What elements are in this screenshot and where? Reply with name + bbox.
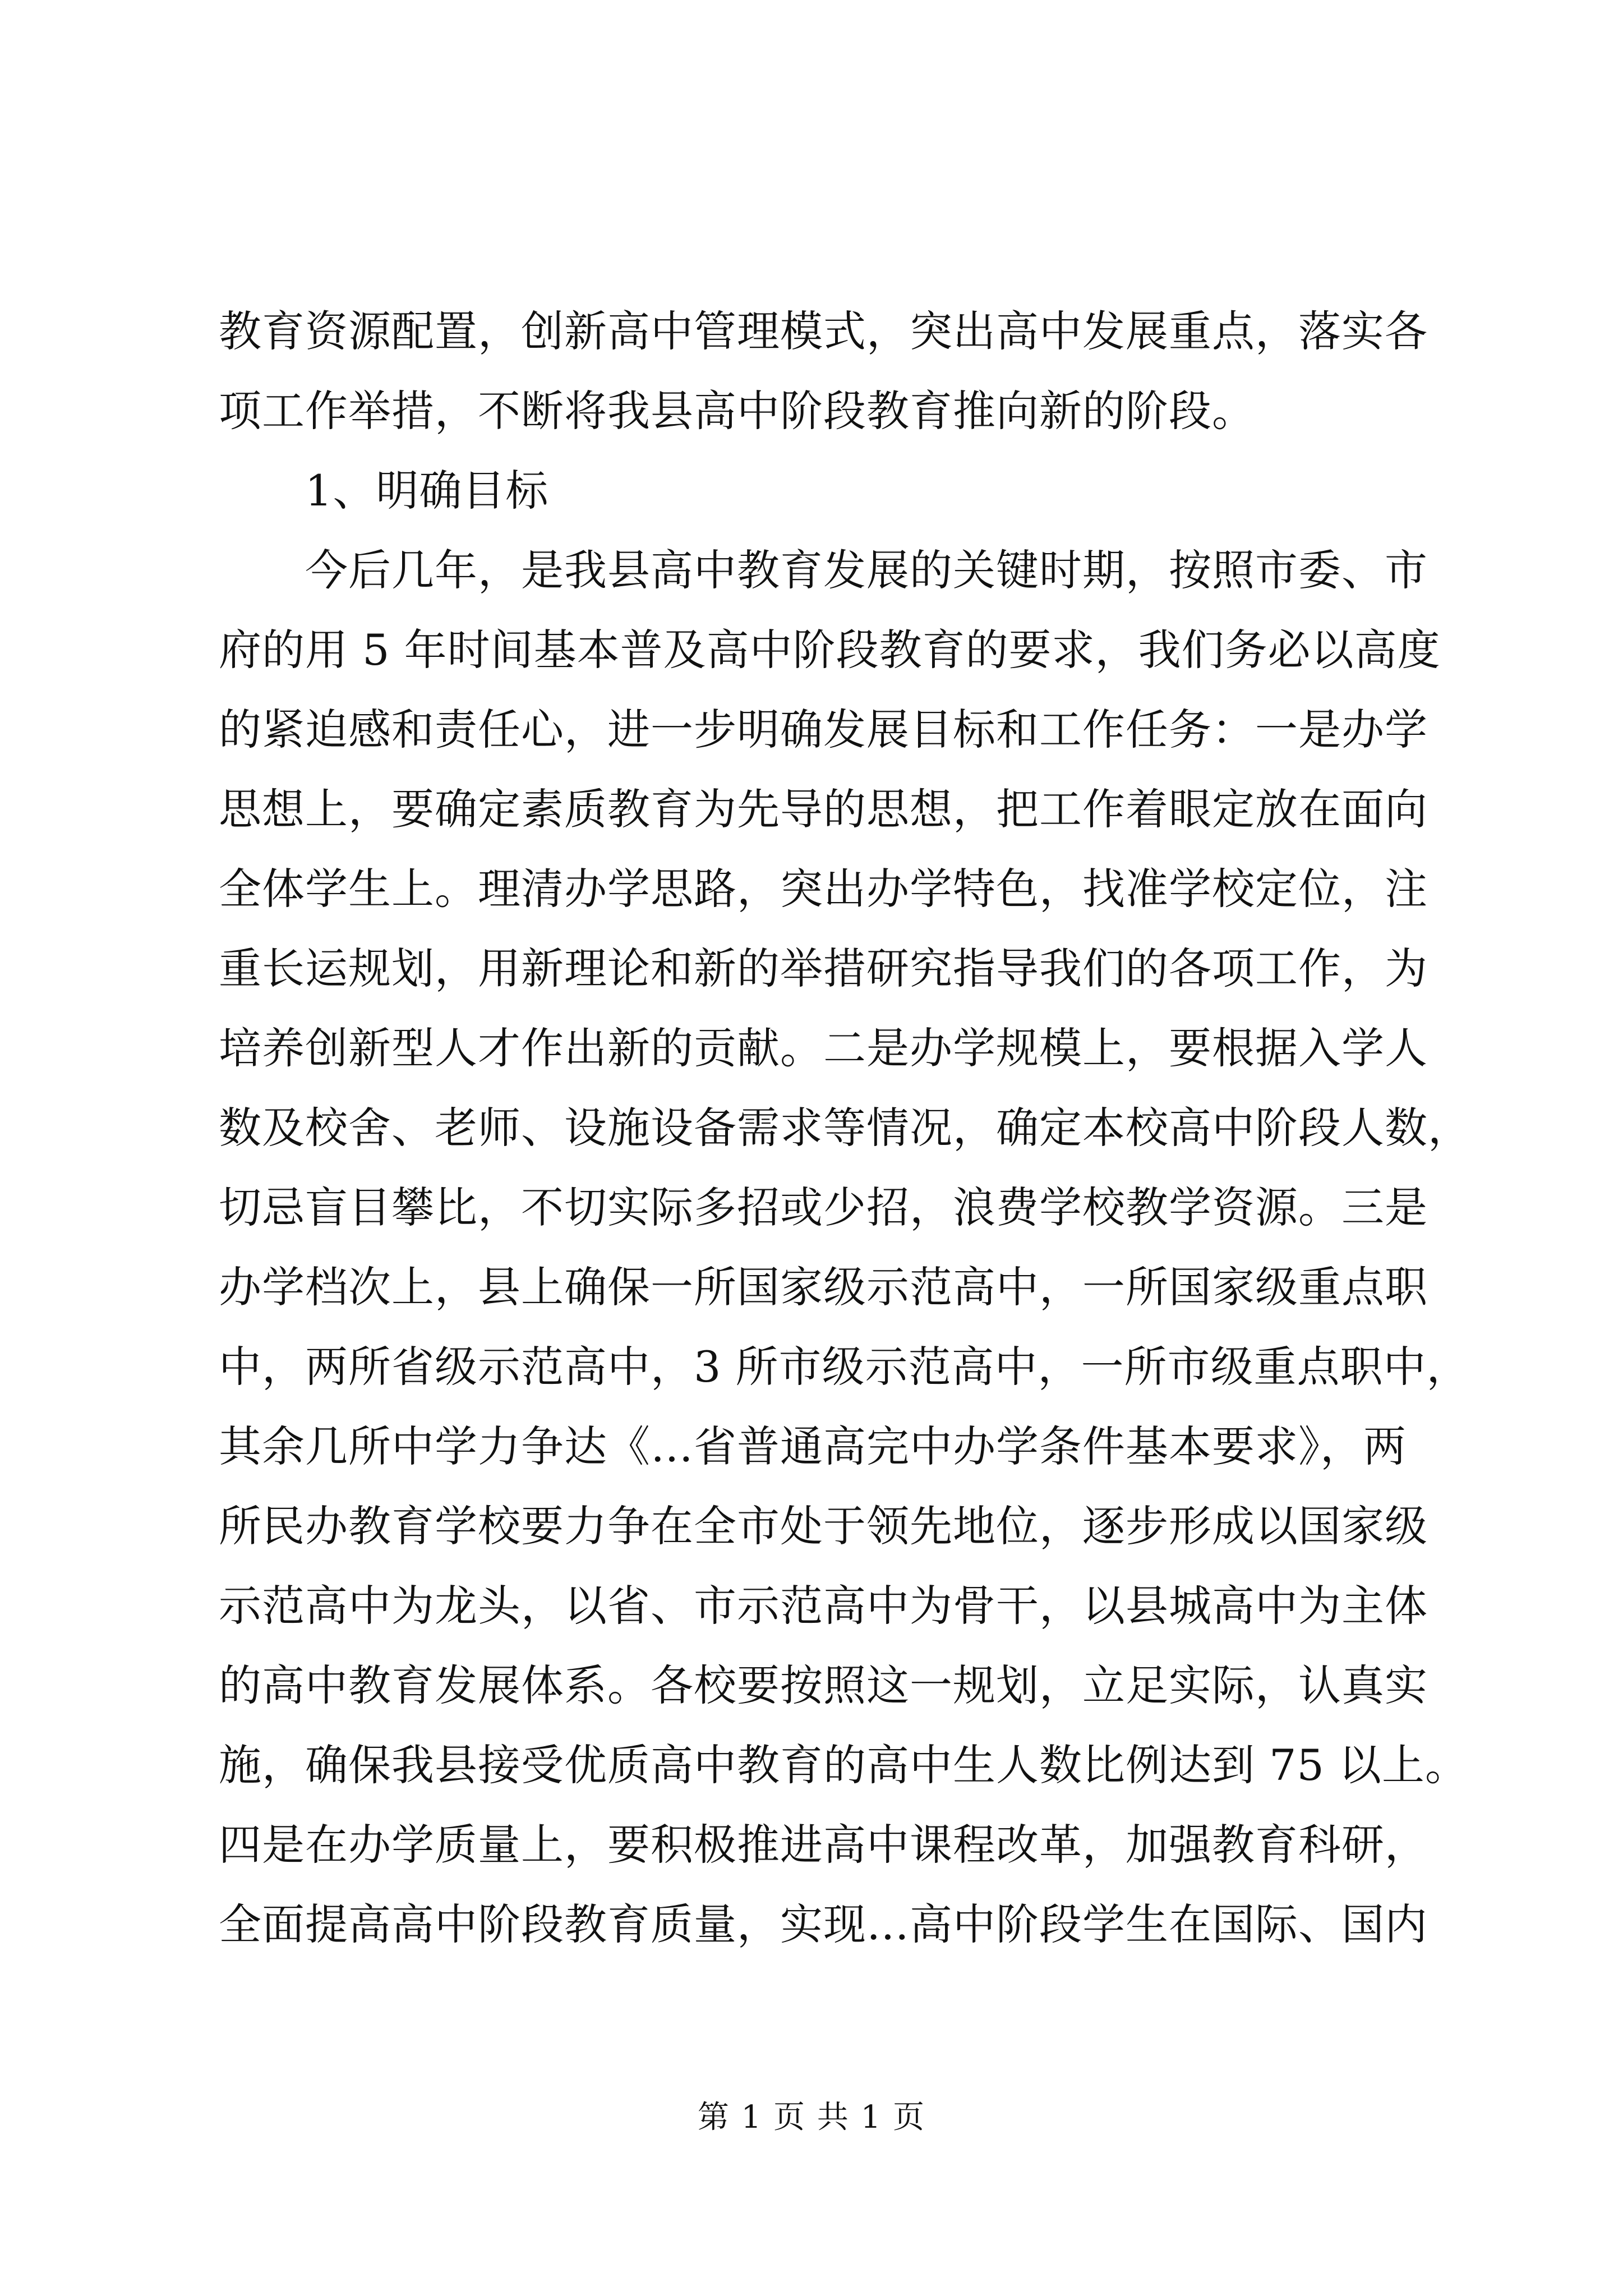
text-line: 思想上，要确定素质教育为先导的思想，把工作着眼定放在面向: [219, 784, 1428, 834]
page-footer: 第 1 页 共 1 页: [697, 2099, 926, 2136]
text-line: 全体学生上。理清办学思路，突出办学特色，找准学校定位，注: [219, 864, 1428, 914]
text-line: 办学档次上，县上确保一所国家级示范高中，一所国家级重点职: [219, 1262, 1428, 1312]
text-line: 其余几所中学力争达《…省普通高完中办学条件基本要求》，两: [219, 1421, 1407, 1471]
text-line: 项工作举措，不断将我县高中阶段教育推向新的阶段。: [219, 386, 1255, 436]
text-line: 培养创新型人才作出新的贡献。二是办学规模上，要根据入学人: [219, 1023, 1428, 1073]
text-line: 今后几年，是我县高中教育发展的关键时期，按照市委、市: [305, 545, 1428, 595]
text-line: 施，确保我县接受优质高中教育的高中生人数比例达到 75 以上。: [219, 1740, 1469, 1790]
text-line: 数及校舍、老师、设施设备需求等情况，确定本校高中阶段人数，: [219, 1103, 1471, 1153]
text-line: 中，两所省级示范高中，3 所市级示范高中，一所市级重点职中，: [219, 1342, 1470, 1392]
body-text: [219, 292, 1471, 1964]
text-line: 教育资源配置，创新高中管理模式，突出高中发展重点，落实各: [219, 306, 1428, 356]
text-line: 四是在办学质量上，要积极推进高中课程改革，加强教育科研，: [219, 1820, 1428, 1870]
text-line: 的高中教育发展体系。各校要按照这一规划，立足实际，认真实: [219, 1660, 1428, 1710]
text-line: 1、明确目标: [305, 466, 549, 516]
text-line: 重长运规划，用新理论和新的举措研究指导我们的各项工作，为: [219, 944, 1428, 993]
text-line: 示范高中为龙头，以省、市示范高中为骨干，以县城高中为主体: [219, 1581, 1428, 1631]
text-line: 全面提高高中阶段教育质量，实现…高中阶段学生在国际、国内: [219, 1899, 1428, 1949]
text-line: 的紧迫感和责任心，进一步明确发展目标和工作任务：一是办学: [219, 705, 1428, 754]
text-line: 府的用 5 年时间基本普及高中阶段教育的要求，我们务必以高度: [219, 625, 1441, 675]
text-line: 所民办教育学校要力争在全市处于领先地位，逐步形成以国家级: [219, 1501, 1428, 1551]
text-line: 切忌盲目攀比，不切实际多招或少招，浪费学校教学资源。三是: [219, 1182, 1428, 1232]
